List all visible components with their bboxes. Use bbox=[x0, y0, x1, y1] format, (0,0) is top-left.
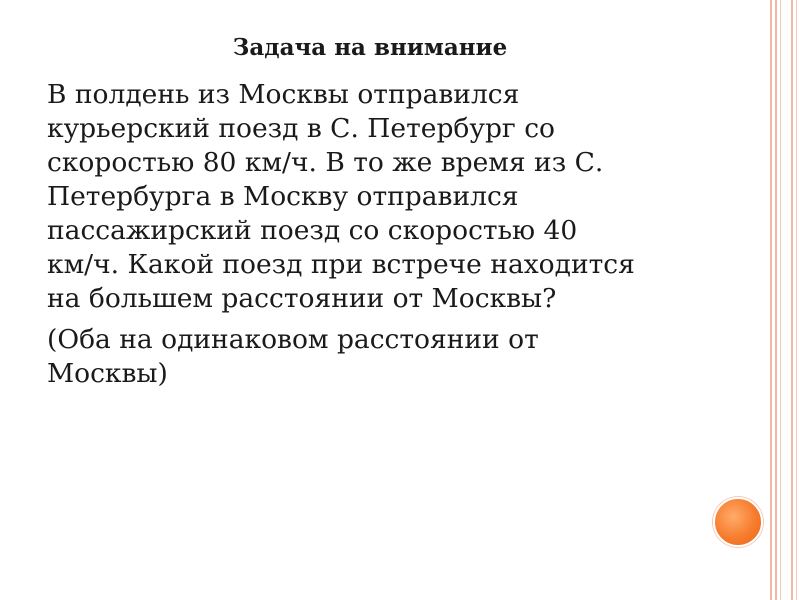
frame-line bbox=[791, 0, 793, 600]
problem-line: на большем расстоянии от Москвы? bbox=[47, 283, 557, 314]
problem-line: пассажирский поезд со скоростью 40 bbox=[47, 215, 578, 246]
orange-dot-icon bbox=[713, 497, 763, 547]
frame-line bbox=[775, 0, 777, 600]
answer-line: (Оба на одинаковом расстоянии от bbox=[47, 324, 539, 355]
answer-paragraph bbox=[47, 323, 737, 391]
problem-paragraph bbox=[47, 78, 737, 316]
problem-line: Петербурга в Москву отправился bbox=[47, 181, 519, 212]
problem-line: В полдень из Москвы отправился bbox=[47, 79, 520, 110]
slide-body bbox=[47, 78, 737, 398]
frame-line bbox=[780, 0, 781, 600]
frame-line bbox=[796, 0, 797, 600]
problem-line: скоростью 80 км/ч. В то же время из С. bbox=[47, 147, 604, 178]
problem-line: курьерский поезд в С. Петербург со bbox=[47, 113, 556, 144]
problem-line: км/ч. Какой поезд при встрече находится bbox=[47, 249, 635, 280]
frame-line bbox=[770, 0, 772, 600]
slide-title: Задача на внимание bbox=[232, 34, 508, 61]
answer-line: Москвы) bbox=[47, 358, 168, 389]
